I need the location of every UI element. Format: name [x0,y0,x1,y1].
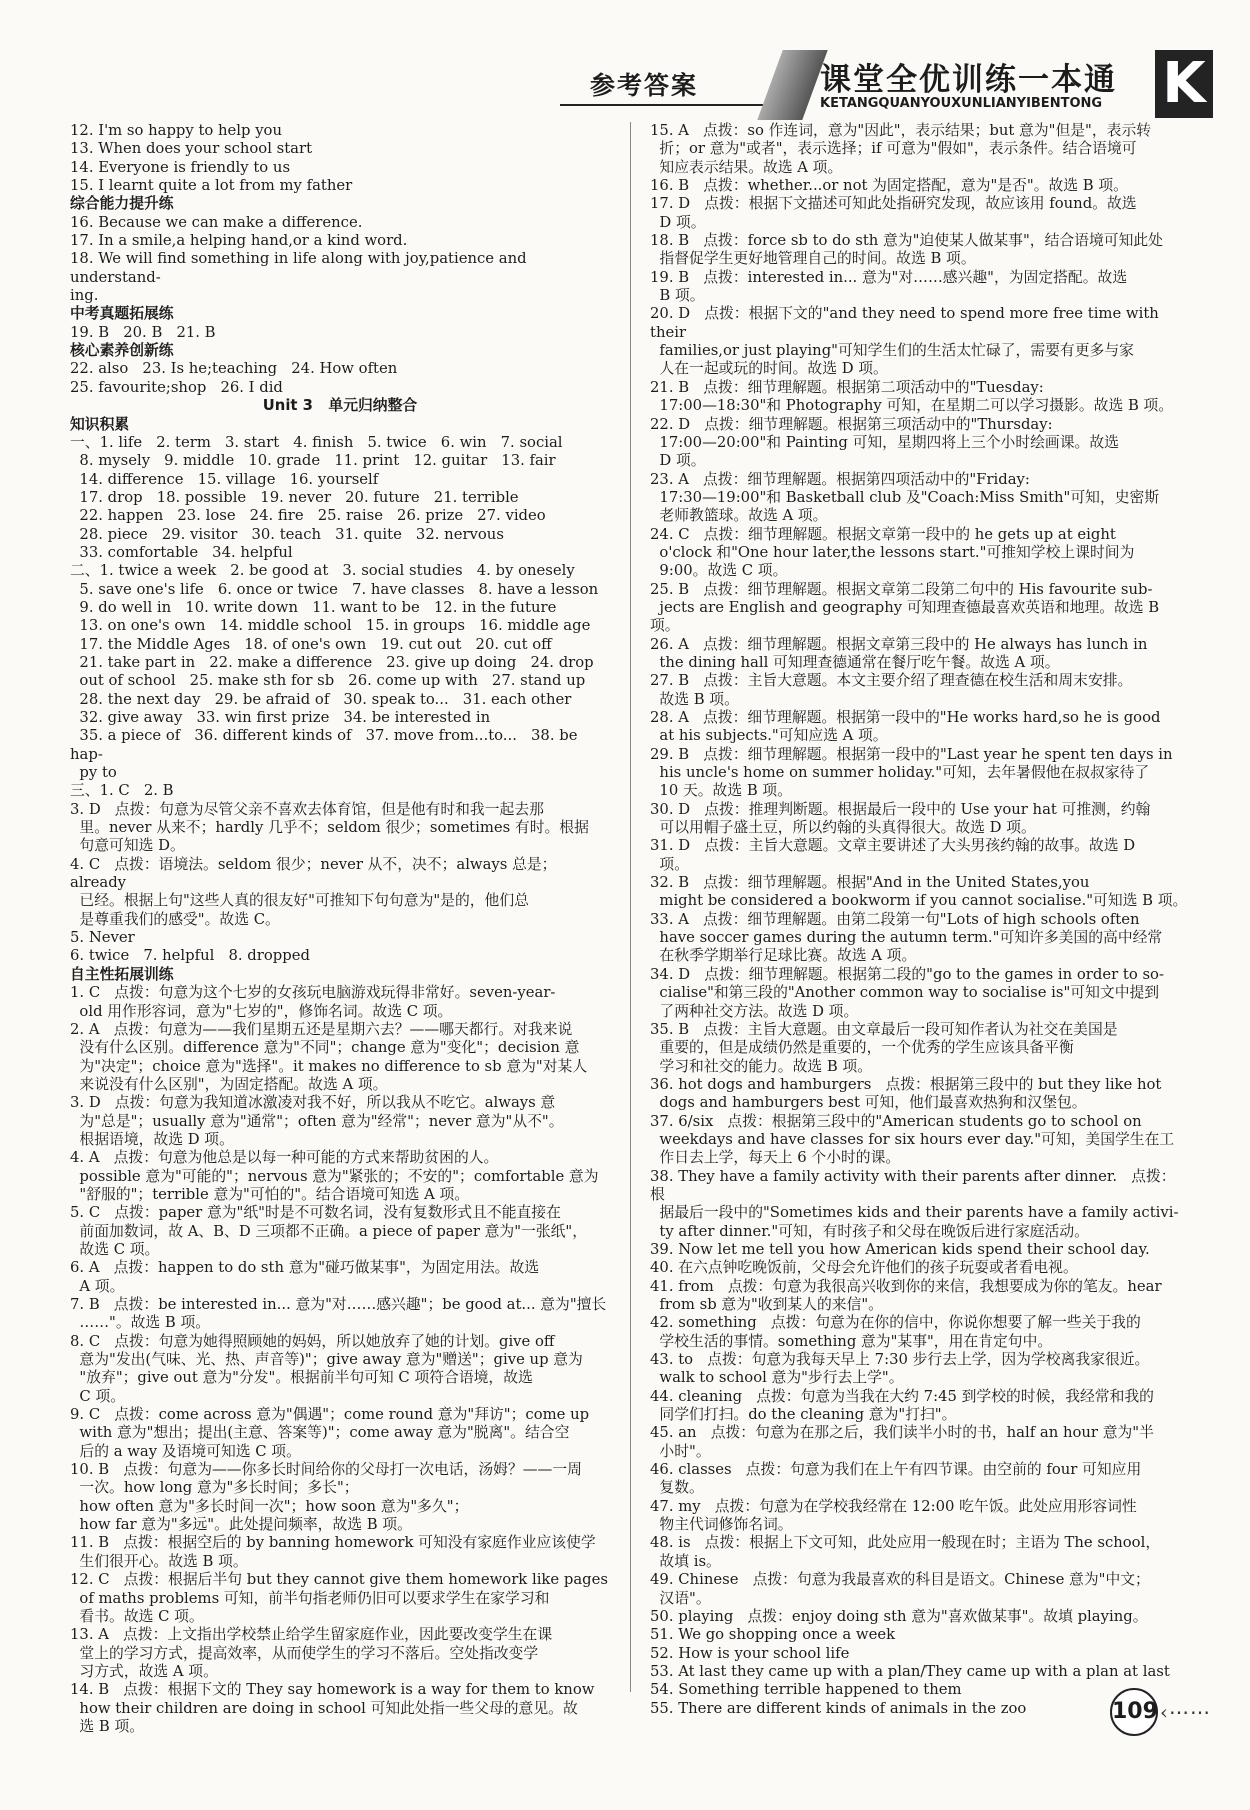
answer-line: 2. A 点拨：句意为——我们星期五还是星期六去？——哪天都行。对我来说 [70,1020,573,1038]
answer-line: 5. save one's life 6. once or twice 7. have classes 8. have a lesson [70,580,599,598]
answer-line: 故选 C 项。 [70,1240,160,1258]
answer-line: 4. A 点拨：句意为他总是以每一种可能的方式来帮助贫困的人。 [70,1149,499,1167]
answer-line: 16. B 点拨：whether...or not 为固定搭配，意为"是否"。故选 B 项。 [650,177,1128,195]
answer-line: ing. [70,287,99,305]
answer-line: 22. happen 23. lose 24. fire 25. raise 26. prize 27. video [70,507,546,525]
answer-line: 14. B 点拨：根据下文的 They say homework is a way for them to know [70,1681,595,1699]
answer-line: 故填 is。 [650,1552,721,1570]
answer-line: 老师教篮球。故选 A 项。 [650,507,828,525]
book-title-block [820,48,1150,118]
answer-line: jects are English and geography 可知理查德最喜欢英语和地理。故选 B 项。 [650,598,1164,635]
answer-line: 22. D 点拨：细节理解题。根据第三项活动中的"Thursday: [650,415,1053,433]
answer-line: 46. classes 点拨：句意为我们在上午有四节课。由空前的 four 可知应用 [650,1461,1142,1479]
answer-line: 项。 [650,855,690,873]
answer-line: 35. a piece of 36. different kinds of 37. move from...to... 38. be hap- [70,727,583,763]
answer-line: 已经。根据上句"这些人真的很友好"可推知下句句意为"是的，他们总 [70,892,529,910]
answer-line: 15. I learnt quite a lot from my father [70,177,353,195]
answer-line: of maths problems 可知，前半句指老师仍旧可以要求学生在家学习和 [70,1589,550,1607]
answer-line: 小时"。 [650,1442,711,1460]
answer-line: 50. playing 点拨：enjoy doing sth 意为"喜欢做某事"。故填 playing。 [650,1607,1148,1625]
answer-line: 17:30—19:00"和 Basketball club 及"Coach:Miss Smith"可知，史密斯 [650,488,1160,506]
answer-line: 23. A 点拨：细节理解题。根据第四项活动中的"Friday: [650,470,1030,488]
answer-line: 32. B 点拨：细节理解题。根据"And in the United States,you [650,874,1090,892]
answer-line: ty after dinner."可知，有时孩子和父母在晚饭后进行家庭活动。 [650,1222,1089,1240]
answer-line: 一、1. life 2. term 3. start 4. finish 5. twice 6. win 7. social [70,433,563,451]
answer-line: D 项。 [650,213,706,231]
answer-line: 1. C 点拨：句意为这个七岁的女孩玩电脑游戏玩得非常好。seven-year- [70,984,556,1002]
answer-line: 6. twice 7. helpful 8. dropped [70,947,310,965]
answer-line: out of school 25. make sth for sb 26. come up with 27. stand up [70,672,586,690]
answer-line: 8. mysely 9. middle 10. grade 11. print 12. guitar 13. fair [70,452,556,470]
answer-line: 25. favourite;shop 26. I did [70,378,283,396]
answer-line: 25. B 点拨：细节理解题。根据文章第二段第二句中的 His favourite sub- [650,580,1153,598]
answer-line: 人在一起或玩的时间。故选 D 项。 [650,360,888,378]
answer-line: 12. I'm so happy to help you [70,122,282,139]
answer-line: 11. B 点拨：根据空后的 by banning homework 可知没有家庭作业应该使学 [70,1534,596,1552]
answer-line: 物主代词修饰名词。 [650,1516,793,1534]
answer-line: 7. B 点拨：be interested in... 意为"对……感兴趣"；be good at... 意为"擅长 [70,1296,607,1313]
answer-line: 15. A 点拨：so 作连词，意为"因此"，表示结果；but 意为"但是"，表示转 [650,122,1152,139]
answer-line: 53. At last they came up with a plan/They came up with a plan at last [650,1662,1170,1680]
answer-line: 是尊重我们的感受"。故选 C。 [70,910,280,928]
answer-line: his uncle's home on summer holiday."可知，去年暑假他在叔叔家待了 [650,764,1150,782]
answer-line: 习方式，故选 A 项。 [70,1662,218,1680]
answer-line: from sb 意为"收到某人的来信"。 [650,1296,883,1313]
answer-line: 9. C 点拨：come across 意为"偶遇"；come round 意为"拜访"；come up [70,1406,590,1424]
answer-line: 47. my 点拨：句意为在学校我经常在 12:00 吃午饭。此处应用形容词性 [650,1497,1137,1515]
answer-line: 二、1. twice a week 2. be good at 3. social studies 4. by onesely [70,562,575,580]
answer-line: weekdays and have classes for six hours ever day."可知，美国学生在工 [650,1130,1175,1148]
answer-line: 学习和社交的能力。故选 B 项。 [650,1057,873,1075]
answer-line: 39. Now let me tell you how American kids spend their school day. [650,1240,1150,1258]
answer-line: 同学们打扫。do the cleaning 意为"打扫"。 [650,1406,957,1424]
answer-line: 后的 a way 及语境可知选 C 项。 [70,1442,301,1460]
answer-line: 32. give away 33. win first prize 34. be interested in [70,709,491,726]
answer-line: o'clock 和"One hour later,the lessons start."可推知学校上课时间为 [650,543,1135,561]
answer-line: 42. something 点拨：句意为在你的信中，你说你想要了解一些关于我的 [650,1314,1141,1332]
section-heading: 核心素养创新练 [70,342,174,360]
answer-line: 14. Everyone is friendly to us [70,158,291,176]
answer-line: 堂上的学习方式，提高效率，从而使学生的学习不落后。空处指改变学 [70,1644,539,1662]
answer-line: 41. from 点拨：句意为我很高兴收到你的来信，我想要成为你的笔友。hear [650,1277,1162,1295]
answer-line: 在秋季学期举行足球比赛。故选 A 项。 [650,947,917,965]
answer-line: D 项。 [650,452,706,470]
answer-line: 22. also 23. Is he;teaching 24. How often [70,360,398,378]
answer-line: 38. They have a family activity with their parents after dinner. 点拨：根 [650,1167,1176,1203]
answer-line: 30. D 点拨：推理判断题。根据最后一段中的 Use your hat 可推测，约翰 [650,800,1151,818]
left-column [70,122,610,1735]
answer-line: 了两种社交方法。故选 D 项。 [650,1002,859,1020]
answer-line: 10 天。故选 B 项。 [650,782,793,800]
answer-line: 19. B 点拨：interested in... 意为"对……感兴趣"，为固定搭配。故选 [650,268,1128,286]
answer-line: 37. 6/six 点拨：根据第三段中的"American students go to school on [650,1112,1142,1130]
answer-line: 29. B 点拨：细节理解题。根据第一段中的"Last year he spent ten days in [650,745,1173,763]
answer-line: 31. D 点拨：主旨大意题。文章主要讲述了大头男孩约翰的故事。故选 D [650,837,1136,855]
answer-line: 没有什么区别。difference 意为"不同"；change 意为"变化"；decision 意 [70,1039,580,1057]
answer-line: 28. the next day 29. be afraid of 30. speak to... 31. each other [70,690,572,708]
answer-line: 来说没有什么区别"，为固定搭配。故选 A 项。 [70,1075,388,1093]
answer-line: "放弃"；give out 意为"分发"。根据前半句可知 C 项符合语境，故选 [70,1369,533,1387]
answer-line: 知应表示结果。故选 A 项。 [650,158,843,176]
answer-line: 27. B 点拨：主旨大意题。本文主要介绍了理查德在校生活和周末安排。 [650,672,1133,690]
answer-line: 13. A 点拨：上文指出学校禁止给学生留家庭作业，因此要改变学生在课 [70,1626,553,1644]
answer-line: 13. on one's own 14. middle school 15. in groups 16. middle age [70,617,591,635]
answer-line: 学校生活的事情。something 意为"某事"，用在肯定句中。 [650,1332,1053,1350]
answer-line: 故选 B 项。 [650,690,739,708]
answer-key-label: 参考答案 [590,71,699,100]
answer-line: 44. cleaning 点拨：句意为当我在大约 7:45 到学校的时候，我经常和我的 [650,1387,1154,1405]
answer-line: 9:00。故选 C 项。 [650,562,788,580]
answer-line: 28. piece 29. visitor 30. teach 31. quite 32. nervous [70,525,504,543]
answer-line: 35. B 点拨：主旨大意题。由文章最后一段可知作者认为社交在美国是 [650,1020,1118,1038]
answer-line: how far 意为"多远"。此处提问频率，故选 B 项。 [70,1516,412,1534]
answer-line: 生们很开心。故选 B 项。 [70,1552,248,1570]
answer-line: 33. comfortable 34. helpful [70,543,293,561]
answer-line: the dining hall 可知理查德通常在餐厅吃午餐。故选 A 项。 [650,653,1060,671]
answer-line: 21. B 点拨：细节理解题。根据第二项活动中的"Tuesday: [650,378,1044,396]
answer-line: families,or just playing"可知学生们的生活太忙碌了，需要有更多与家 [650,342,1134,360]
answer-line: 17:00—20:00"和 Painting 可知，星期四将上三个小时绘画课。故选 [650,433,1119,451]
answer-line: 折；or 意为"或者"，表示选择；if 可意为"假如"，表示条件。结合语境可 [650,140,1137,158]
answer-line: 3. D 点拨：句意为我知道冰激凌对我不好，所以我从不吃它。always 意 [70,1094,556,1112]
answer-line: 13. When does your school start [70,140,313,158]
answer-line: 为"决定"；choice 意为"选择"。it makes no difference to sb 意为"对某人 [70,1057,588,1075]
answer-line: possible 意为"可能的"；nervous 意为"紧张的；不安的"；comfortable 意为 [70,1167,599,1185]
answer-line: B 项。 [650,287,705,305]
k-logo-icon: K [1155,50,1213,118]
answer-line: 12. C 点拨：根据后半句 but they cannot give them homework like pages [70,1571,608,1589]
answer-line: 看书。故选 C 项。 [70,1607,204,1625]
answer-line: 6. A 点拨：happen to do sth 意为"碰巧做某事"，为固定用法。故选 [70,1259,540,1277]
answer-line: 17. the Middle Ages 18. of one's own 19. cut out 20. cut off [70,635,552,653]
answer-line: A 项。 [70,1277,125,1295]
answer-line: 8. C 点拨：句意为她得照顾她的妈妈，所以她放弃了她的计划。give off [70,1332,555,1350]
answer-line: 4. C 点拨：语境法。seldom 很少；never 从不，决不；always 总是；already [70,855,557,892]
answer-line: 51. We go shopping once a week [650,1626,896,1644]
answer-line: 54. Something terrible happened to them [650,1681,962,1699]
answer-line: cialise"和第三段的"Another common way to socialise is"可知文中提到 [650,984,1160,1002]
header-rule [560,104,780,106]
page-arrow-icon: ‹⋯⋯ [1160,1700,1211,1724]
answer-line: 55. There are different kinds of animals in the zoo [650,1699,1027,1717]
answer-line: 20. D 点拨：根据下文的"and they need to spend more free time with their [650,305,1164,341]
answer-line: 19. B 20. B 21. B [70,323,216,341]
answer-line: 可以用帽子盛土豆，所以约翰的头真得很大。故选 D 项。 [650,819,1036,837]
answer-line: at his subjects."可知应选 A 项。 [650,727,888,745]
answer-line: 26. A 点拨：细节理解题。根据文章第三段中的 He always has lunch in [650,635,1148,653]
answer-line: have soccer games during the autumn term."可知许多美国的高中经常 [650,929,1163,947]
answer-line: 5. C 点拨：paper 意为"纸"时是不可数名词，没有复数形式且不能直接在 [70,1204,561,1222]
section-heading: 中考真题拓展练 [70,305,174,323]
answer-line: 21. take part in 22. make a difference 23. give up doing 24. drop [70,653,594,671]
answer-line: py to [70,764,117,782]
column-divider [630,122,631,1692]
section-heading: 知识积累 [70,415,130,433]
book-title-pinyin: KETANGQUANYOUXUNLIANYIBENTONG [820,96,1103,111]
answer-line: 复数。 [650,1479,704,1497]
unit-heading: Unit 3 单元归纳整合 [262,397,418,415]
answer-line: 33. A 点拨：细节理解题。由第二段第一句"Lots of high schools often [650,910,1140,928]
answer-line: how their children are doing in school 可知此处指一些父母的意见。故 [70,1699,578,1717]
answer-line: 17. In a smile,a helping hand,or a kind word. [70,232,408,250]
answer-line: 18. B 点拨：force sb to do sth 意为"迫使某人做某事"，结合语境可知此处 [650,232,1163,250]
answer-line: 据最后一段中的"Sometimes kids and their parents have a family activi- [650,1204,1179,1222]
book-title: 课堂全优训练一本通 [820,62,1117,98]
answer-line: 49. Chinese 点拨：句意为我最喜欢的科目是语文。Chinese 意为"中文； [650,1571,1150,1589]
answer-line: 9. do well in 10. write down 11. want to be 12. in the future [70,598,557,616]
answer-line: 48. is 点拨：根据上下文可知，此处应用一般现在时；主语为 The school， [650,1534,1161,1552]
answer-line: 重要的，但是成绩仍然是重要的，一个优秀的学生应该具备平衡 [650,1039,1074,1057]
answer-line: 34. D 点拨：细节理解题。根据第二段的"go to the games in order to so- [650,965,1164,983]
answer-line: with 意为"想出；提出(主意、答案等)"；come away 意为"脱离"。结合空 [70,1424,570,1442]
answer-line: how often 意为"多长时间一次"；how soon 意为"多久"； [70,1497,469,1515]
answer-line: 意为"发出(气味、光、热、声音等)"；give away 意为"赠送"；give up 意为 [70,1351,583,1369]
answer-line: 作日去上学，每天上 6 个小时的课。 [650,1149,901,1167]
answer-line: 24. C 点拨：细节理解题。根据文章第一段中的 he gets up at eight [650,525,1116,543]
answer-line: 36. hot dogs and hamburgers 点拨：根据第三段中的 but they like hot [650,1075,1162,1093]
answer-line: 里。never 从来不；hardly 几乎不；seldom 很少；sometimes 有时。根据 [70,819,589,837]
answer-line: 52. How is your school life [650,1644,850,1662]
section-heading: 自主性拓展训练 [70,965,174,983]
answer-line: 40. 在六点钟吃晚饭前，父母会允许他们的孩子玩耍或者看电视。 [650,1259,1078,1277]
section-heading: 综合能力提升练 [70,195,174,213]
answer-line: 指督促学生更好地管理自己的时间。故选 B 项。 [650,250,976,268]
answer-line: 一次。how long 意为"多长时间；多长"； [70,1479,359,1497]
answer-line: "舒服的"；terrible 意为"可怕的"。结合语境可知选 A 项。 [70,1185,470,1203]
answer-line: ……"。故选 B 项。 [70,1314,211,1332]
answer-line: old 用作形容词，意为"七岁的"，修饰名词。故选 C 项。 [70,1002,453,1020]
answer-line: 14. difference 15. village 16. yourself [70,470,379,488]
answer-line: 汉语"。 [650,1589,711,1607]
page-header [0,0,1250,118]
header-decor-band [757,50,827,120]
answer-line: 18. We will find something in life along with joy,patience and understand- [70,250,532,286]
answer-line: 10. B 点拨：句意为——你多长时间给你的父母打一次电话，汤姆？——一周 [70,1461,582,1479]
answer-line: dogs and hamburgers best 可知，他们最喜欢热狗和汉堡包。 [650,1094,1087,1112]
answer-line: 根据语境，故选 D 项。 [70,1130,234,1148]
answer-line: 16. Because we can make a difference. [70,213,363,231]
answer-line: 三、1. C 2. B [70,782,174,800]
answer-line: 选 B 项。 [70,1717,145,1735]
answer-line: 为"总是"；usually 意为"通常"；often 意为"经常"；never 意为"从不"。 [70,1112,564,1130]
answer-line: walk to school 意为"步行去上学"。 [650,1369,904,1387]
answer-line: 17:00—18:30"和 Photography 可知，在星期二可以学习摄影。故选 B 项。 [650,397,1174,415]
answer-line: 28. A 点拨：细节理解题。根据第一段中的"He works hard,so he is good [650,709,1161,726]
answer-line: 5. Never [70,929,135,947]
answer-line: 17. drop 18. possible 19. never 20. future 21. terrible [70,488,519,506]
answer-line: 17. D 点拨：根据下文描述可知此处指研究发现，故应该用 found。故选 [650,195,1137,213]
answer-line: 3. D 点拨：句意为尽管父亲不喜欢去体育馆，但是他有时和我一起去那 [70,800,544,818]
answer-line: 45. an 点拨：句意为在那之后，我们读半小时的书，half an hour 意为"半 [650,1424,1154,1442]
answer-line: 43. to 点拨：句意为我每天早上 7:30 步行去上学，因为学校离我家很近。 [650,1351,1150,1369]
answer-line: C 项。 [70,1387,126,1405]
page-number: 109 [1110,1688,1158,1736]
answer-line: 前面加数词，故 A、B、D 三项都不正确。a piece of paper 意为"一张纸"， [70,1222,588,1240]
answer-line: 句意可知选 D。 [70,837,185,855]
answer-line: might be considered a bookworm if you cannot socialise."可知选 B 项。 [650,892,1188,910]
